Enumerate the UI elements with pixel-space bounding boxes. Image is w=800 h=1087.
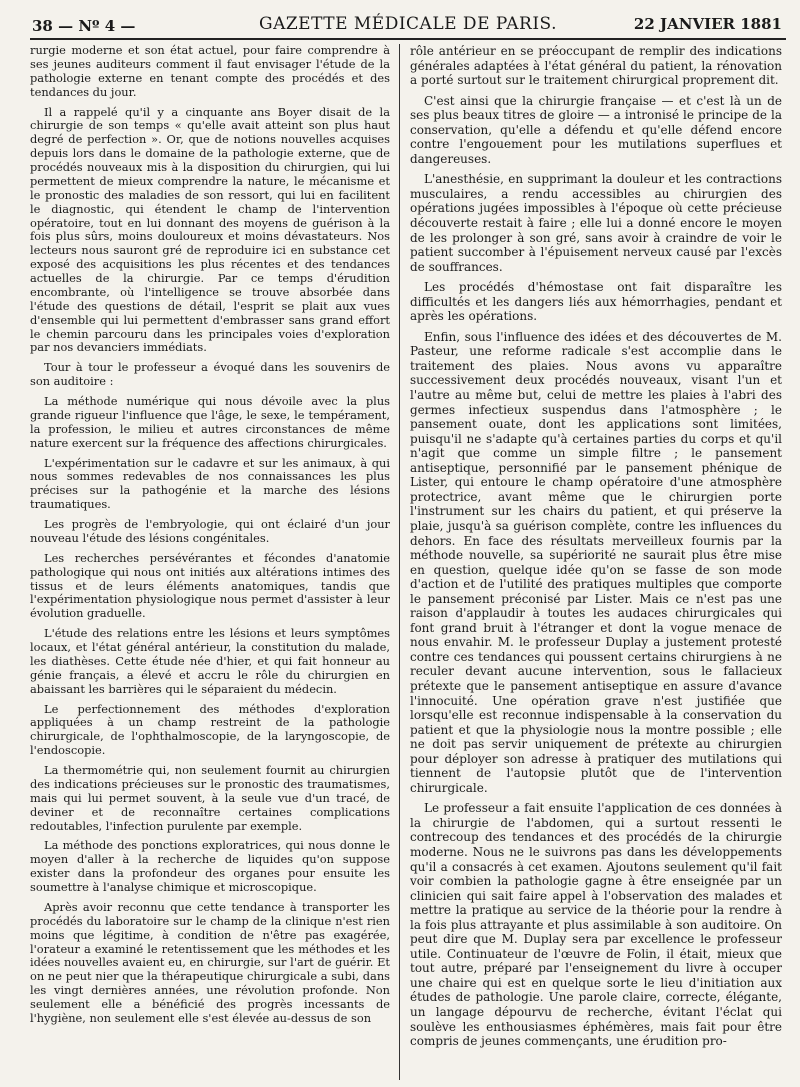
paragraph: Les progrès de l'embryologie, qui ont éclairé d'un jour nouveau l'étude des lésions congénitales. bbox=[30, 517, 390, 545]
paragraph: L'expérimentation sur le cadavre et sur les animaux, à qui nous sommes redevables de nos connaissances les plus précises sur la pathogénie et la marche des lésions traumatiques. bbox=[30, 455, 390, 512]
paragraph: Il a rappelé qu'il y a cinquante ans Boyer disait de la chirurgie de son temps « qu'elle avait atteint son plus haut degré de perfection ». Or, que de notions nouvelles acquises depuis lors dans le domaine de la pathologie externe, que de procédés nouveaux mis à la disposition du chirurgien, qui lui permettent de mieux comprendre la nature, le mécanisme et le pronostic des maladies de son ressort, qui lui en facilitent le diagnostic, qui étendent le champ de l'intervention opératoire, tout en lui donnant des moyens de guérison à la fois plus sûrs, moins douloureux et moins dévastateurs. Nos lecteurs nous sauront gré de reproduire ici en substance cet exposé des acquisitions les plus récentes et des tendances actuelles de la chirurgie. Par ce temps d'érudition encombrante, où l'intelligence se trouve absorbée dans l'étude des questions de détail, l'esprit se plait aux vues d'ensemble qui lui permettent d'embrasser sans grand effort le chemin parcouru dans les principales voies d'exploration par nos devanciers immédiats. bbox=[30, 104, 390, 355]
issue-date: 22 JANVIER 1881 bbox=[633, 15, 782, 33]
paragraph: Les procédés d'hémostase ont fait disparaître les difficultés et les dangers liés aux hémorrhagies, pendant et après les opérations. bbox=[410, 280, 782, 324]
journal-title: GAZETTE MÉDICALE DE PARIS. bbox=[259, 14, 557, 34]
page-header bbox=[30, 8, 786, 40]
paragraph: La thermométrie qui, non seulement fournit au chirurgien des indications précieuses sur le pronostic des traumatismes, mais qui lui permet souvent, à la seule vue d'un tracé, de deviner et de reconnaître certaines complications redoutables, l'infection purulente par exemple. bbox=[30, 763, 390, 833]
paragraph: L'étude des relations entre les lésions et leurs symptômes locaux, et l'état général antérieur, la constitution du malade, les diathèses. Cette étude née d'hier, et qui fait honneur au génie français, a élevé et accru le rôle du chirurgien en abaissant les barrières qui le séparaient du médecin. bbox=[30, 626, 390, 696]
right-column bbox=[410, 44, 782, 1082]
paragraph: Les recherches persévérantes et fécondes d'anatomie pathologique qui nous ont initiés aux altérations intimes des tissus et de leurs éléments anatomiques, tandis que l'expérimentation physiologique nous permet d'assister à leur évolution graduelle. bbox=[30, 550, 390, 621]
paragraph: Tour à tour le professeur a évoqué dans les souvenirs de son auditoire : bbox=[30, 360, 390, 389]
paragraph: rôle antérieur en se préoccupant de remplir des indications générales adaptées à l'état général du patient, la rénovation a porté surtout sur le traitement chirurgical proprement dit. bbox=[410, 44, 782, 88]
paragraph: Après avoir reconnu que cette tendance à transporter les procédés du laboratoire sur le champ de la clinique n'est rien moins que légitime, à condition de n'être pas exagérée, l'orateur a examiné le retentissement que les méthodes et les idées nouvelles avaient eu, en chirurgie, sur l'art de guérir. Et on ne peut nier que la thérapeutique chirurgicale a subi, dans les vingt dernières années, une révolution profonde. Non seulement elle a bénéficié des progrès incessants de l'hygiène, non seulement elle s'est élevée au-dessus de son bbox=[30, 899, 390, 1025]
page-number: 38 — Nº 4 — bbox=[32, 17, 136, 35]
paragraph: Le perfectionnement des méthodes d'exploration appliquées à un champ restreint de la pathologie chirurgicale, de l'ophthalmoscopie, de la laryngoscopie, de l'endoscopie. bbox=[30, 701, 390, 758]
column-divider bbox=[399, 44, 400, 1080]
paragraph: Enfin, sous l'influence des idées et des découvertes de M. Pasteur, une reforme radicale s'est accomplie dans le traitement des plaies. Nous avons vu apparaître successivement deux procédés nouveaux, visant l'un et l'autre au même but, celui de mettre les plaies à l'abri des germes infectieux suspendus dans l'atmosphère ; le pansement ouate, dont les applications sont limitées, puisqu'il ne s'adapte qu'à certaines parties du corps et qu'il n'agit que comme un simple filtre ; le pansement antiseptique, personnifié par le pansement phénique de Lister, qui entoure le champ opératoire d'une atmosphère protectrice, avant même que le chirurgien porte l'instrument sur les chairs du patient, et qui préserve la plaie, jusqu'à sa guérison complète, contre les influences du dehors. En face des résultats merveilleux fournis par la méthode nouvelle, sa supériorité ne saurait plus être mise en question, quelque idée qu'on se fasse de son mode d'action et de l'utilité des pratiques multiples que comporte le pansement préconisé par Lister. Mais ce n'est pas une raison d'applaudir à toutes les audaces chirurgicales qui font grand bruit à l'étranger et dont la vogue menace de nous envahir. M. le professeur Duplay a justement protesté contre ces tendances qui poussent certains chirurgiens à ne reculer devant aucune intervention, sous le fallacieux prétexte que le pansement antiseptique en assure d'avance l'innocuité. Une opération grave n'est justifiée que lorsqu'elle est reconnue indispensable à la conservation du patient et que la physiologie nous la montre possible ; elle ne doit pas servir uniquement de prétexte au chirurgien pour déployer son adresse à pratiquer des mutilations qui tiennent de l'autopsie plutôt que de l'intervention chirurgicale. bbox=[410, 329, 782, 795]
paragraph: La méthode des ponctions exploratrices, qui nous donne le moyen d'aller à la recherche de liquides qu'on suppose exister dans la profondeur des organes pour ensuite les soumettre à l'analyse chimique et microscopique. bbox=[30, 838, 390, 894]
paragraph: La méthode numérique qui nous dévoile avec la plus grande rigueur l'influence que l'âge, le sexe, le tempérament, la profession, le milieu et autres circonstances de même nature exercent sur la fréquence des affections chirurgicales. bbox=[30, 394, 390, 450]
paragraph: L'anesthésie, en supprimant la douleur et les contractions musculaires, a rendu accessibles au chirurgien des opérations jugées impossibles à l'époque où cette précieuse découverte restait à faire ; elle lui a donné encore le moyen de les prolonger à son gré, sans avoir à craindre de voir le patient succomber à l'épuisement nerveux causé par l'excès de souffrances. bbox=[410, 172, 782, 274]
left-column bbox=[30, 44, 390, 1082]
paragraph: rurgie moderne et son état actuel, pour faire comprendre à ses jeunes auditeurs comment il faut envisager l'étude de la pathologie externe en tenant compte des procédés et des tendances du jour. bbox=[30, 44, 390, 99]
paragraph: C'est ainsi que la chirurgie française — et c'est là un de ses plus beaux titres de gloire — a intronisé le principe de la conservation, qu'elle a défendu et qu'elle défend encore contre l'engouement pour les mutilations superflues et dangereuses. bbox=[410, 93, 782, 166]
paragraph: Le professeur a fait ensuite l'application de ces données à la chirurgie de l'abdomen, qui a surtout ressenti le contrecoup des tendances et des procédés de la chirurgie moderne. Nous ne le suivrons pas dans les développements qu'il a consacrés à cet examen. Ajoutons seulement qu'il fait voir combien la pathologie gagne à être enseignée par un clinicien qui sait faire appel à l'observation des malades et mettre la pratique au service de la théorie pour la rendre à la fois plus attrayante et plus assimilable à son auditoire. On peut dire que M. Duplay sera par excellence le professeur utile. Continuateur de l'œuvre de Folin, il était, mieux que tout autre, préparé par l'enseignement du livre à occuper une chaire qui est en quelque sorte le lieu d'initiation aux études de pathologie. Une parole claire, correcte, élégante, un langage dépourvu de recherche, évitant l'éclat qui soulève les enthousiasmes éphémères, mais fait pour être compris de jeunes commençants, une érudition pro- bbox=[410, 801, 782, 1049]
